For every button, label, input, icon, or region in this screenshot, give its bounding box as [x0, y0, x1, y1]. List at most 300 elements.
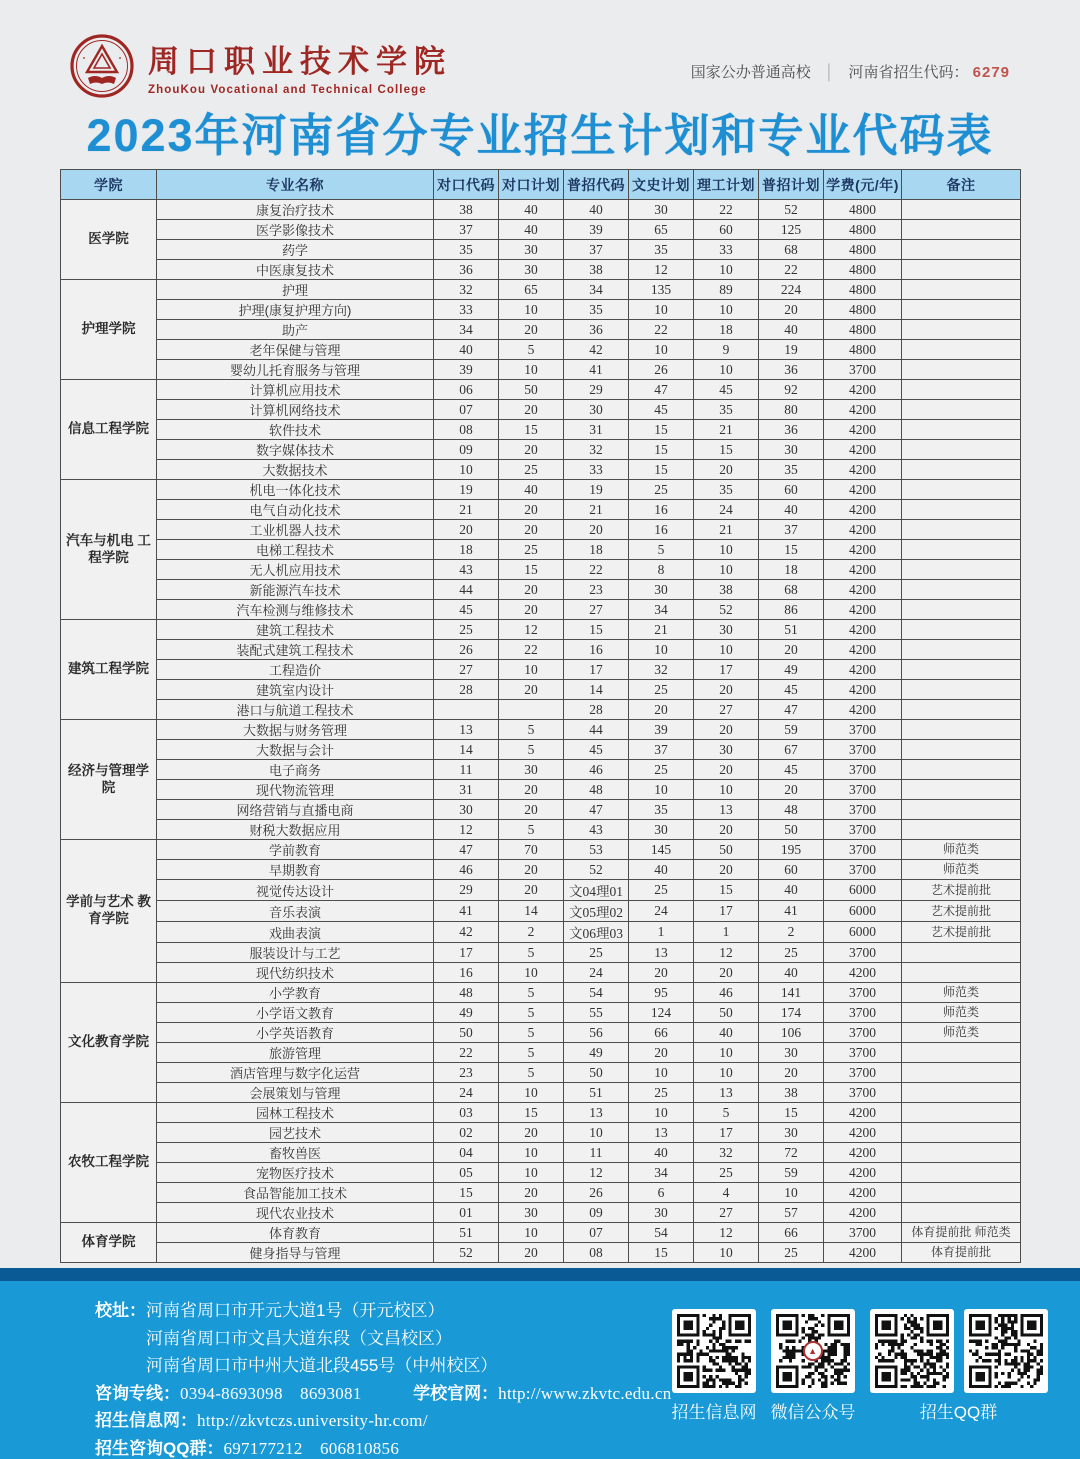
- dkjh-cell: 20: [499, 800, 564, 820]
- dkjh-cell: 30: [499, 240, 564, 260]
- fee-cell: 3700: [824, 740, 902, 760]
- table-row: [61, 480, 1021, 500]
- dkjh-cell: [499, 700, 564, 720]
- note-cell: 师范类: [902, 840, 1021, 860]
- wsjh-cell: 65: [629, 220, 694, 240]
- note-cell: [902, 220, 1021, 240]
- dkdm-cell: 36: [434, 260, 499, 280]
- major-name-cell: 酒店管理与数字化运营: [157, 1063, 434, 1083]
- wsjh-cell: 22: [629, 320, 694, 340]
- wsjh-cell: 21: [629, 620, 694, 640]
- major-name-cell: 电气自动化技术: [157, 500, 434, 520]
- note-cell: [902, 1043, 1021, 1063]
- lgjh-cell: 15: [694, 880, 759, 901]
- pzjh-cell: 10: [759, 1183, 824, 1203]
- page-title: 2023年河南省分专业招生计划和专业代码表: [86, 110, 994, 161]
- lgjh-cell: 40: [694, 1023, 759, 1043]
- dkjh-cell: 5: [499, 1063, 564, 1083]
- college-name-cn: 周口职业技术学院: [148, 44, 452, 80]
- pzjh-cell: 49: [759, 660, 824, 680]
- pzjh-cell: 174: [759, 1003, 824, 1023]
- dkdm-cell: 30: [434, 800, 499, 820]
- major-name-cell: 计算机应用技术: [157, 380, 434, 400]
- table-row: [61, 1103, 1021, 1123]
- major-name-cell: 健身指导与管理: [157, 1243, 434, 1263]
- dkjh-cell: 10: [499, 1163, 564, 1183]
- pzdm-cell: 文05理02: [564, 901, 629, 922]
- pzdm-cell: 08: [564, 1243, 629, 1263]
- wsjh-cell: 10: [629, 640, 694, 660]
- address-line: 河南省周口市文昌大道东段（文昌校区）: [146, 1328, 452, 1348]
- table-row: [61, 943, 1021, 963]
- note-cell: [902, 360, 1021, 380]
- lgjh-cell: 4: [694, 1183, 759, 1203]
- dkdm-cell: 04: [434, 1143, 499, 1163]
- note-cell: [902, 1103, 1021, 1123]
- note-cell: 体育提前批 师范类: [902, 1223, 1021, 1243]
- wsjh-cell: 135: [629, 280, 694, 300]
- admission-site-label: 招生信息网：: [95, 1411, 197, 1431]
- fee-cell: 3700: [824, 820, 902, 840]
- fee-cell: 4200: [824, 500, 902, 520]
- wsjh-cell: 30: [629, 580, 694, 600]
- table-row: [61, 720, 1021, 740]
- note-cell: [902, 1123, 1021, 1143]
- major-name-cell: 现代纺织技术: [157, 963, 434, 983]
- note-cell: [902, 1163, 1021, 1183]
- dkdm-cell: 17: [434, 943, 499, 963]
- fee-cell: 4200: [824, 380, 902, 400]
- pzjh-cell: 25: [759, 943, 824, 963]
- pzdm-cell: 31: [564, 420, 629, 440]
- dkdm-cell: 22: [434, 1043, 499, 1063]
- dkjh-cell: 10: [499, 1223, 564, 1243]
- fee-cell: 3700: [824, 1043, 902, 1063]
- note-cell: 艺术提前批: [902, 880, 1021, 901]
- dkjh-cell: 25: [499, 540, 564, 560]
- fee-cell: 4200: [824, 580, 902, 600]
- college-cell: 医学院: [61, 200, 157, 280]
- major-name-cell: 园艺技术: [157, 1123, 434, 1143]
- dkjh-cell: 20: [499, 1243, 564, 1263]
- dkjh-cell: 20: [499, 400, 564, 420]
- dkdm-cell: 43: [434, 560, 499, 580]
- fee-cell: 4800: [824, 240, 902, 260]
- wsjh-cell: 35: [629, 240, 694, 260]
- college-cell: 汽车与机电 工程学院: [61, 480, 157, 620]
- pzjh-cell: 224: [759, 280, 824, 300]
- pzjh-cell: 40: [759, 963, 824, 983]
- fee-cell: 4800: [824, 280, 902, 300]
- fee-cell: 4200: [824, 560, 902, 580]
- college-cell: 建筑工程学院: [61, 620, 157, 720]
- wsjh-cell: 10: [629, 780, 694, 800]
- dkjh-cell: 30: [499, 260, 564, 280]
- major-name-cell: 婴幼儿托育服务与管理: [157, 360, 434, 380]
- dkdm-cell: 37: [434, 220, 499, 240]
- wsjh-cell: 5: [629, 540, 694, 560]
- wsjh-cell: 20: [629, 963, 694, 983]
- dkjh-cell: 5: [499, 983, 564, 1003]
- wsjh-cell: 25: [629, 880, 694, 901]
- note-cell: [902, 440, 1021, 460]
- wsjh-cell: 24: [629, 901, 694, 922]
- dkdm-cell: 24: [434, 1083, 499, 1103]
- major-name-cell: 网络营销与直播电商: [157, 800, 434, 820]
- lgjh-cell: 52: [694, 600, 759, 620]
- table-row: [61, 1203, 1021, 1223]
- col-header-note: 备注: [902, 170, 1021, 200]
- note-cell: [902, 943, 1021, 963]
- pzdm-cell: 43: [564, 820, 629, 840]
- pzdm-cell: 15: [564, 620, 629, 640]
- fee-cell: 3700: [824, 1063, 902, 1083]
- wsjh-cell: 30: [629, 200, 694, 220]
- dkdm-cell: 19: [434, 480, 499, 500]
- pzjh-cell: 60: [759, 480, 824, 500]
- lgjh-cell: 10: [694, 560, 759, 580]
- wsjh-cell: 25: [629, 480, 694, 500]
- fee-cell: 4200: [824, 620, 902, 640]
- dkjh-cell: 5: [499, 943, 564, 963]
- lgjh-cell: 32: [694, 1143, 759, 1163]
- pzjh-cell: 36: [759, 360, 824, 380]
- dkjh-cell: 22: [499, 640, 564, 660]
- dkdm-cell: 06: [434, 380, 499, 400]
- major-name-cell: 畜牧兽医: [157, 1143, 434, 1163]
- dkjh-cell: 10: [499, 300, 564, 320]
- dkdm-cell: 12: [434, 820, 499, 840]
- note-cell: [902, 780, 1021, 800]
- wsjh-cell: 10: [629, 1063, 694, 1083]
- dkdm-cell: 39: [434, 360, 499, 380]
- major-name-cell: 汽车检测与维修技术: [157, 600, 434, 620]
- dkdm-cell: 11: [434, 760, 499, 780]
- dkdm-cell: 49: [434, 1003, 499, 1023]
- note-cell: [902, 320, 1021, 340]
- college-cell: 学前与艺术 教育学院: [61, 840, 157, 983]
- pzdm-cell: 44: [564, 720, 629, 740]
- table-row: [61, 600, 1021, 620]
- dkdm-cell: 09: [434, 440, 499, 460]
- dkdm-cell: 23: [434, 1063, 499, 1083]
- pzjh-cell: 15: [759, 540, 824, 560]
- college-cell: 信息工程学院: [61, 380, 157, 480]
- table-row: [61, 440, 1021, 460]
- pzdm-cell: 07: [564, 1223, 629, 1243]
- table-row: [61, 700, 1021, 720]
- pzjh-cell: 36: [759, 420, 824, 440]
- note-cell: [902, 240, 1021, 260]
- lgjh-cell: 20: [694, 820, 759, 840]
- dkdm-cell: 15: [434, 1183, 499, 1203]
- pzjh-cell: 41: [759, 901, 824, 922]
- lgjh-cell: 20: [694, 760, 759, 780]
- pzdm-cell: 24: [564, 963, 629, 983]
- lgjh-cell: 10: [694, 640, 759, 660]
- dkdm-cell: 13: [434, 720, 499, 740]
- major-name-cell: 建筑工程技术: [157, 620, 434, 640]
- wsjh-cell: 40: [629, 1143, 694, 1163]
- page-header: [0, 0, 1080, 159]
- table-row: [61, 780, 1021, 800]
- lgjh-cell: 35: [694, 480, 759, 500]
- note-cell: 师范类: [902, 1003, 1021, 1023]
- note-cell: [902, 1203, 1021, 1223]
- dkdm-cell: 32: [434, 280, 499, 300]
- table-row: [61, 400, 1021, 420]
- wsjh-cell: 20: [629, 1043, 694, 1063]
- fee-cell: 4200: [824, 400, 902, 420]
- lgjh-cell: 50: [694, 840, 759, 860]
- table-row: [61, 1003, 1021, 1023]
- fee-cell: 4200: [824, 440, 902, 460]
- pzdm-cell: 16: [564, 640, 629, 660]
- table-row: [61, 280, 1021, 300]
- pzdm-cell: 32: [564, 440, 629, 460]
- table-row: [61, 360, 1021, 380]
- lgjh-cell: 17: [694, 901, 759, 922]
- pzdm-cell: 54: [564, 983, 629, 1003]
- qr-admission-site: [672, 1309, 756, 1393]
- dkjh-cell: 40: [499, 200, 564, 220]
- qr-code-image: [677, 1314, 751, 1388]
- dkjh-cell: 40: [499, 220, 564, 240]
- major-name-cell: 康复治疗技术: [157, 200, 434, 220]
- lgjh-cell: 20: [694, 680, 759, 700]
- major-name-cell: 宠物医疗技术: [157, 1163, 434, 1183]
- wsjh-cell: 10: [629, 300, 694, 320]
- pzjh-cell: 45: [759, 680, 824, 700]
- wsjh-cell: 47: [629, 380, 694, 400]
- lgjh-cell: 89: [694, 280, 759, 300]
- table-row: [61, 1163, 1021, 1183]
- pzdm-cell: 56: [564, 1023, 629, 1043]
- pzjh-cell: 20: [759, 1063, 824, 1083]
- pzjh-cell: 48: [759, 800, 824, 820]
- pzdm-cell: 55: [564, 1003, 629, 1023]
- dkdm-cell: 47: [434, 840, 499, 860]
- major-name-cell: 现代农业技术: [157, 1203, 434, 1223]
- wsjh-cell: 32: [629, 660, 694, 680]
- pzdm-cell: 09: [564, 1203, 629, 1223]
- pzjh-cell: 106: [759, 1023, 824, 1043]
- pzdm-cell: 10: [564, 1123, 629, 1143]
- dkdm-cell: 33: [434, 300, 499, 320]
- wsjh-cell: 16: [629, 500, 694, 520]
- phone-label: 咨询专线：: [95, 1383, 180, 1403]
- note-cell: [902, 720, 1021, 740]
- note-cell: 师范类: [902, 860, 1021, 880]
- table-row: [61, 901, 1021, 922]
- fee-cell: 3700: [824, 360, 902, 380]
- major-name-cell: 计算机网络技术: [157, 400, 434, 420]
- table-row: [61, 380, 1021, 400]
- pzjh-cell: 57: [759, 1203, 824, 1223]
- col-header-pz-plan: 普招计划: [759, 170, 824, 200]
- pzjh-cell: 59: [759, 720, 824, 740]
- col-header-pz-code: 普招代码: [564, 170, 629, 200]
- dkdm-cell: 41: [434, 901, 499, 922]
- admission-site-url: http://zkvtczs.university-hr.com/: [197, 1411, 428, 1431]
- table-row: [61, 420, 1021, 440]
- col-header-major: 专业名称: [157, 170, 434, 200]
- wsjh-cell: 15: [629, 1243, 694, 1263]
- major-name-cell: 小学语文教育: [157, 1003, 434, 1023]
- dkjh-cell: 14: [499, 901, 564, 922]
- major-name-cell: 护理(康复护理方向): [157, 300, 434, 320]
- dkjh-cell: 40: [499, 480, 564, 500]
- pzjh-cell: 52: [759, 200, 824, 220]
- lgjh-cell: 20: [694, 860, 759, 880]
- note-cell: [902, 1183, 1021, 1203]
- wsjh-cell: 25: [629, 1083, 694, 1103]
- major-name-cell: 医学影像技术: [157, 220, 434, 240]
- dkdm-cell: 05: [434, 1163, 499, 1183]
- major-name-cell: 旅游管理: [157, 1043, 434, 1063]
- col-header-ws-plan: 文史计划: [629, 170, 694, 200]
- pzjh-cell: 25: [759, 1243, 824, 1263]
- pzdm-cell: 35: [564, 300, 629, 320]
- note-cell: [902, 420, 1021, 440]
- table-row: [61, 1063, 1021, 1083]
- dkdm-cell: 26: [434, 640, 499, 660]
- wsjh-cell: 8: [629, 560, 694, 580]
- table-row: [61, 300, 1021, 320]
- note-cell: [902, 460, 1021, 480]
- dkjh-cell: 20: [499, 680, 564, 700]
- qr-code-image: [875, 1314, 949, 1388]
- table-row: [61, 1083, 1021, 1103]
- college-cell: 农牧工程学院: [61, 1103, 157, 1223]
- dkjh-cell: 20: [499, 780, 564, 800]
- college-cell: 经济与管理学院: [61, 720, 157, 840]
- major-name-cell: 新能源汽车技术: [157, 580, 434, 600]
- wsjh-cell: 10: [629, 1103, 694, 1123]
- pzdm-cell: 34: [564, 280, 629, 300]
- pzdm-cell: 25: [564, 943, 629, 963]
- fee-cell: 3700: [824, 1083, 902, 1103]
- dkjh-cell: 20: [499, 500, 564, 520]
- dkdm-cell: 01: [434, 1203, 499, 1223]
- major-name-cell: 戏曲表演: [157, 922, 434, 943]
- pzdm-cell: 30: [564, 400, 629, 420]
- lgjh-cell: 1: [694, 922, 759, 943]
- contact-info: [95, 1297, 672, 1459]
- note-cell: [902, 660, 1021, 680]
- dkdm-cell: 45: [434, 600, 499, 620]
- major-name-cell: 小学教育: [157, 983, 434, 1003]
- fee-cell: 4200: [824, 1243, 902, 1263]
- table-row: [61, 760, 1021, 780]
- fee-cell: 3700: [824, 1003, 902, 1023]
- major-name-cell: 会展策划与管理: [157, 1083, 434, 1103]
- note-cell: [902, 260, 1021, 280]
- wsjh-cell: 1: [629, 922, 694, 943]
- pzjh-cell: 30: [759, 440, 824, 460]
- lgjh-cell: 13: [694, 800, 759, 820]
- dkdm-cell: 21: [434, 500, 499, 520]
- pzjh-cell: 50: [759, 820, 824, 840]
- major-name-cell: 学前教育: [157, 840, 434, 860]
- pzdm-cell: 11: [564, 1143, 629, 1163]
- qr-qq-group-1: [870, 1309, 954, 1393]
- note-cell: [902, 540, 1021, 560]
- dkjh-cell: 20: [499, 1123, 564, 1143]
- table-row: [61, 1123, 1021, 1143]
- dkdm-cell: 03: [434, 1103, 499, 1123]
- website-label: 学校官网：: [413, 1383, 499, 1403]
- fee-cell: 4200: [824, 600, 902, 620]
- fee-cell: 4800: [824, 300, 902, 320]
- pzjh-cell: 2: [759, 922, 824, 943]
- table-row: [61, 520, 1021, 540]
- qq-group-numbers: 697177212 606810856: [223, 1438, 400, 1458]
- dkjh-cell: 12: [499, 620, 564, 640]
- pzjh-cell: 67: [759, 740, 824, 760]
- dkdm-cell: 51: [434, 1223, 499, 1243]
- dkjh-cell: 20: [499, 320, 564, 340]
- dkdm-cell: 35: [434, 240, 499, 260]
- admission-code-label: 河南省招生代码：: [848, 63, 969, 81]
- table-row: [61, 740, 1021, 760]
- page-footer: [0, 1268, 1080, 1459]
- table-row: [61, 860, 1021, 880]
- lgjh-cell: 20: [694, 720, 759, 740]
- fee-cell: 4800: [824, 340, 902, 360]
- dkdm-cell: 48: [434, 983, 499, 1003]
- dkdm-cell: 50: [434, 1023, 499, 1043]
- admission-plan-table: [60, 169, 1021, 1263]
- address-line: 河南省周口市中州大道北段455号（中州校区）: [146, 1356, 498, 1376]
- lgjh-cell: 12: [694, 943, 759, 963]
- lgjh-cell: 20: [694, 963, 759, 983]
- dkdm-cell: 34: [434, 320, 499, 340]
- dkdm-cell: 38: [434, 200, 499, 220]
- pzdm-cell: 40: [564, 200, 629, 220]
- major-name-cell: 现代物流管理: [157, 780, 434, 800]
- dkdm-cell: 44: [434, 580, 499, 600]
- major-name-cell: 药学: [157, 240, 434, 260]
- wsjh-cell: 15: [629, 420, 694, 440]
- major-name-cell: 无人机应用技术: [157, 560, 434, 580]
- note-cell: [902, 820, 1021, 840]
- major-name-cell: 工业机器人技术: [157, 520, 434, 540]
- major-name-cell: 电梯工程技术: [157, 540, 434, 560]
- lgjh-cell: 10: [694, 1063, 759, 1083]
- table-row: [61, 540, 1021, 560]
- pzjh-cell: 18: [759, 560, 824, 580]
- lgjh-cell: 24: [694, 500, 759, 520]
- note-cell: 体育提前批: [902, 1243, 1021, 1263]
- header-badges: [691, 61, 1010, 82]
- lgjh-cell: 50: [694, 1003, 759, 1023]
- dkdm-cell: 31: [434, 780, 499, 800]
- major-name-cell: 建筑室内设计: [157, 680, 434, 700]
- lgjh-cell: 27: [694, 700, 759, 720]
- dkjh-cell: 5: [499, 1003, 564, 1023]
- wsjh-cell: 34: [629, 1163, 694, 1183]
- lgjh-cell: 17: [694, 660, 759, 680]
- table-header-row: [61, 170, 1021, 200]
- table-row: [61, 1183, 1021, 1203]
- pzjh-cell: 68: [759, 580, 824, 600]
- pzdm-cell: 文06理03: [564, 922, 629, 943]
- note-cell: [902, 620, 1021, 640]
- pzjh-cell: 19: [759, 340, 824, 360]
- dkjh-cell: 5: [499, 720, 564, 740]
- col-header-dk-code: 对口代码: [434, 170, 499, 200]
